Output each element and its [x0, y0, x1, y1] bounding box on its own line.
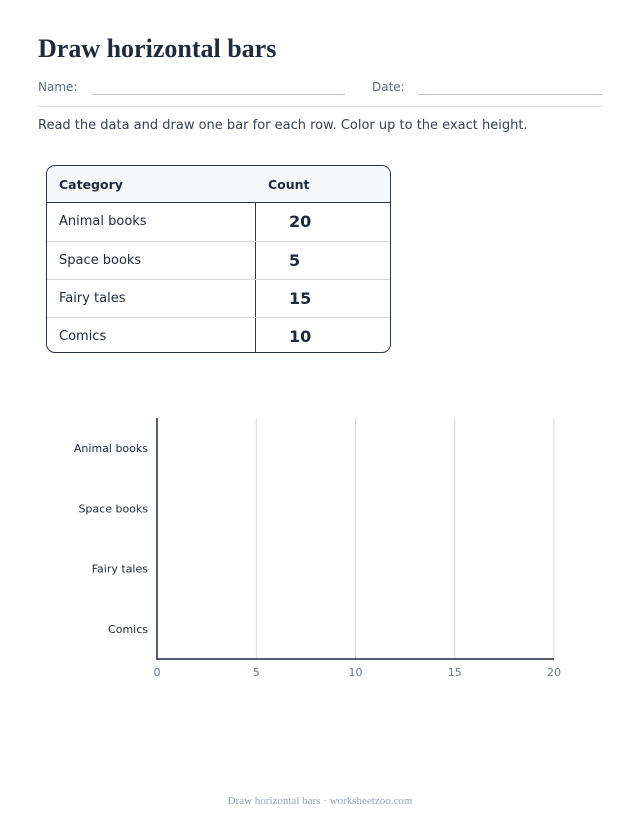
date-line[interactable]	[418, 94, 602, 95]
table-row	[47, 317, 390, 353]
name-line[interactable]	[92, 94, 345, 95]
category-label: Space books	[78, 502, 148, 516]
instructions: Read the data and draw one bar for each row. Color up to the exact height.	[38, 118, 528, 133]
header-divider	[38, 106, 602, 107]
header-count: Count	[268, 177, 310, 192]
x-tick-label: 0	[153, 666, 161, 679]
data-table	[46, 165, 391, 353]
row-category: Comics	[59, 329, 107, 344]
row-count: 5	[289, 251, 301, 270]
table-header	[47, 166, 390, 203]
header-category: Category	[59, 177, 123, 192]
x-tick-label: 5	[252, 666, 260, 679]
worksheet-title: Draw horizontal bars	[38, 34, 277, 63]
category-label: Fairy tales	[91, 562, 148, 576]
row-category: Fairy tales	[59, 291, 126, 306]
name-label: Name:	[38, 80, 78, 94]
table-row	[47, 279, 390, 317]
row-category: Animal books	[59, 214, 147, 229]
row-count: 10	[289, 327, 312, 346]
date-label: Date:	[372, 80, 405, 94]
x-tick-label: 20	[547, 666, 561, 679]
category-label: Animal books	[73, 442, 148, 456]
table-row	[47, 203, 390, 241]
row-count: 20	[289, 212, 312, 231]
footer: Draw horizontal bars · worksheetzoo.com	[227, 795, 413, 807]
x-tick-label: 15	[447, 666, 462, 679]
row-category: Space books	[59, 253, 142, 268]
row-count: 15	[289, 289, 312, 308]
x-tick-label: 10	[348, 666, 363, 679]
category-label: Comics	[108, 622, 148, 636]
table-row	[47, 241, 390, 279]
